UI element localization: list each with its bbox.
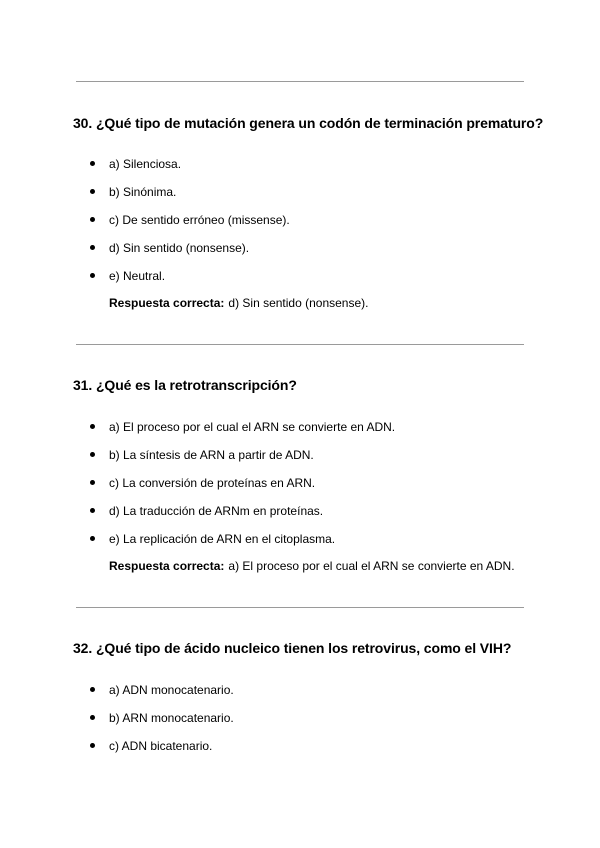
option-text: b) Sinónima. [109,185,177,199]
option-text: a) Silenciosa. [109,157,182,171]
option-text: e) Neutral. [109,269,166,283]
option-text: d) La traducción de ARNm en proteínas. [109,504,324,518]
answer-value: d) Sin sentido (nonsense). [228,296,369,310]
question-title: 31. ¿Qué es la retrotranscripción? [73,377,297,393]
bullet-icon [90,161,95,166]
answer-value: a) El proceso por el cual el ARN se convierte en ADN. [228,559,515,573]
bullet-icon [90,508,95,513]
bullet-icon [90,743,95,748]
bullet-icon [90,536,95,541]
divider [76,607,524,608]
option-text: b) La síntesis de ARN a partir de ADN. [109,448,314,462]
option-text: a) El proceso por el cual el ARN se convierte en ADN. [109,420,396,434]
question-title: 32. ¿Qué tipo de ácido nucleico tienen los retrovirus, como el VIH? [73,640,512,656]
bullet-icon [90,273,95,278]
option-text: a) ADN monocatenario. [109,683,234,697]
bullet-icon [90,480,95,485]
answer-label: Respuesta correcta: [109,296,225,310]
question-title: 30. ¿Qué tipo de mutación genera un codón de terminación prematuro? [73,115,544,131]
bullet-icon [90,189,95,194]
correct-answer [109,559,515,573]
option-text: c) De sentido erróneo (missense). [109,213,290,227]
bullet-icon [90,687,95,692]
bullet-icon [90,217,95,222]
divider [76,81,524,82]
option-text: c) ADN bicatenario. [109,739,213,753]
divider [76,344,524,345]
bullet-icon [90,245,95,250]
answer-label: Respuesta correcta: [109,559,225,573]
option-text: e) La replicación de ARN en el citoplasma. [109,532,336,546]
bullet-icon [90,452,95,457]
bullet-icon [90,424,95,429]
option-text: c) La conversión de proteínas en ARN. [109,476,316,490]
option-text: b) ARN monocatenario. [109,711,234,725]
option-text: d) Sin sentido (nonsense). [109,241,250,255]
correct-answer [109,296,368,310]
bullet-icon [90,715,95,720]
